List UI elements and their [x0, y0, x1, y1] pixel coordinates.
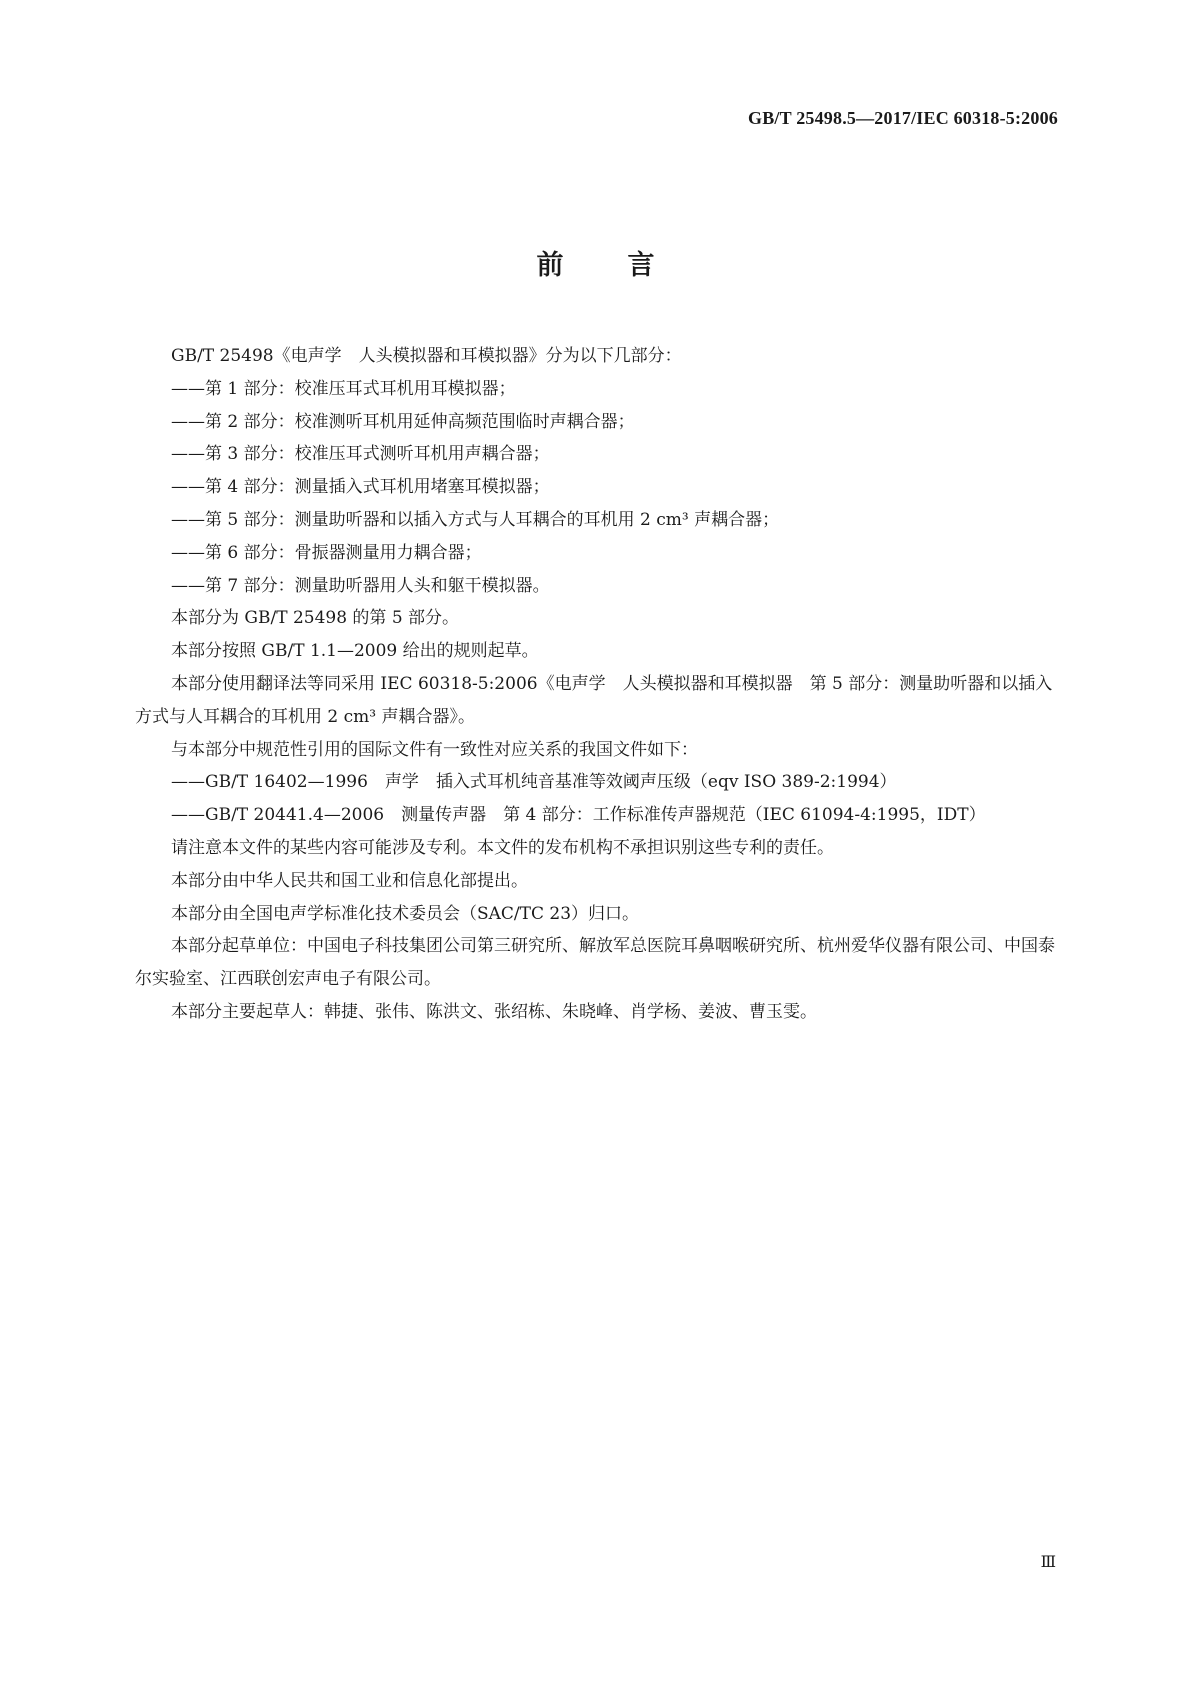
paragraph-normative-refs: 与本部分中规范性引用的国际文件有一致性对应关系的我国文件如下：: [171, 739, 698, 760]
list-item-part-4: ——第 4 部分：测量插入式耳机用堵塞耳模拟器；: [171, 477, 550, 498]
page-number: Ⅲ: [1040, 1554, 1056, 1571]
list-item-part-6: ——第 6 部分：骨振器测量用力耦合器；: [171, 542, 482, 563]
list-item-part-5: ——第 5 部分：测量助听器和以插入方式与人耳耦合的耳机用 2 cm³ 声耦合器；: [171, 509, 780, 530]
list-item-ref-16402: ——GB/T 16402—1996 声学 插入式耳机纯音基准等效阈声压级（eqv ISO 389-2:1994）: [171, 772, 897, 793]
paragraph-drafting-rules: 本部分按照 GB/T 1.1—2009 给出的规则起草。: [171, 641, 539, 662]
list-item-part-1: ——第 1 部分：校准压耳式耳机用耳模拟器；: [171, 378, 516, 399]
paragraph-proposed-by: 本部分由中华人民共和国工业和信息化部提出。: [171, 870, 528, 891]
list-item-part-3: ——第 3 部分：校准压耳式测听耳机用声耦合器；: [171, 444, 550, 465]
preface-body: [135, 340, 1058, 1029]
paragraph-adoption: 本部分使用翻译法等同采用 IEC 60318-5:2006《电声学 人头模拟器和耳模拟器 第 5 部分：测量助听器和以插入方式与人耳耦合的耳机用 2 cm³ 声耦合器》。: [135, 673, 1053, 727]
page-title: 前言: [536, 250, 719, 281]
paragraph-drafters: 本部分主要起草人：韩捷、张伟、陈洪文、张绍栋、朱晓峰、肖学杨、姜波、曹玉雯。: [171, 1001, 817, 1022]
paragraph-patent-notice: 请注意本文件的某些内容可能涉及专利。本文件的发布机构不承担识别这些专利的责任。: [171, 837, 834, 858]
paragraph-drafting-units: 本部分起草单位：中国电子科技集团公司第三研究所、解放军总医院耳鼻咽喉研究所、杭州爱华仪器有限公司、中国泰尔实验室、江西联创宏声电子有限公司。: [135, 936, 1055, 990]
paragraph-administered-by: 本部分由全国电声学标准化技术委员会（SAC/TC 23）归口。: [171, 903, 640, 924]
list-item-ref-20441: ——GB/T 20441.4—2006 测量传声器 第 4 部分：工作标准传声器规范（IEC 61094-4:1995，IDT）: [171, 805, 986, 826]
list-item-part-7: ——第 7 部分：测量助听器用人头和躯干模拟器。: [171, 575, 550, 596]
paragraph-series-intro: GB/T 25498《电声学 人头模拟器和耳模拟器》分为以下几部分：: [171, 346, 682, 366]
document-code-header: GB/T 25498.5—2017/IEC 60318-5:2006: [748, 108, 1058, 128]
list-item-part-2: ——第 2 部分：校准测听耳机用延伸高频范围临时声耦合器；: [171, 411, 635, 432]
paragraph-this-part: 本部分为 GB/T 25498 的第 5 部分。: [171, 608, 460, 629]
